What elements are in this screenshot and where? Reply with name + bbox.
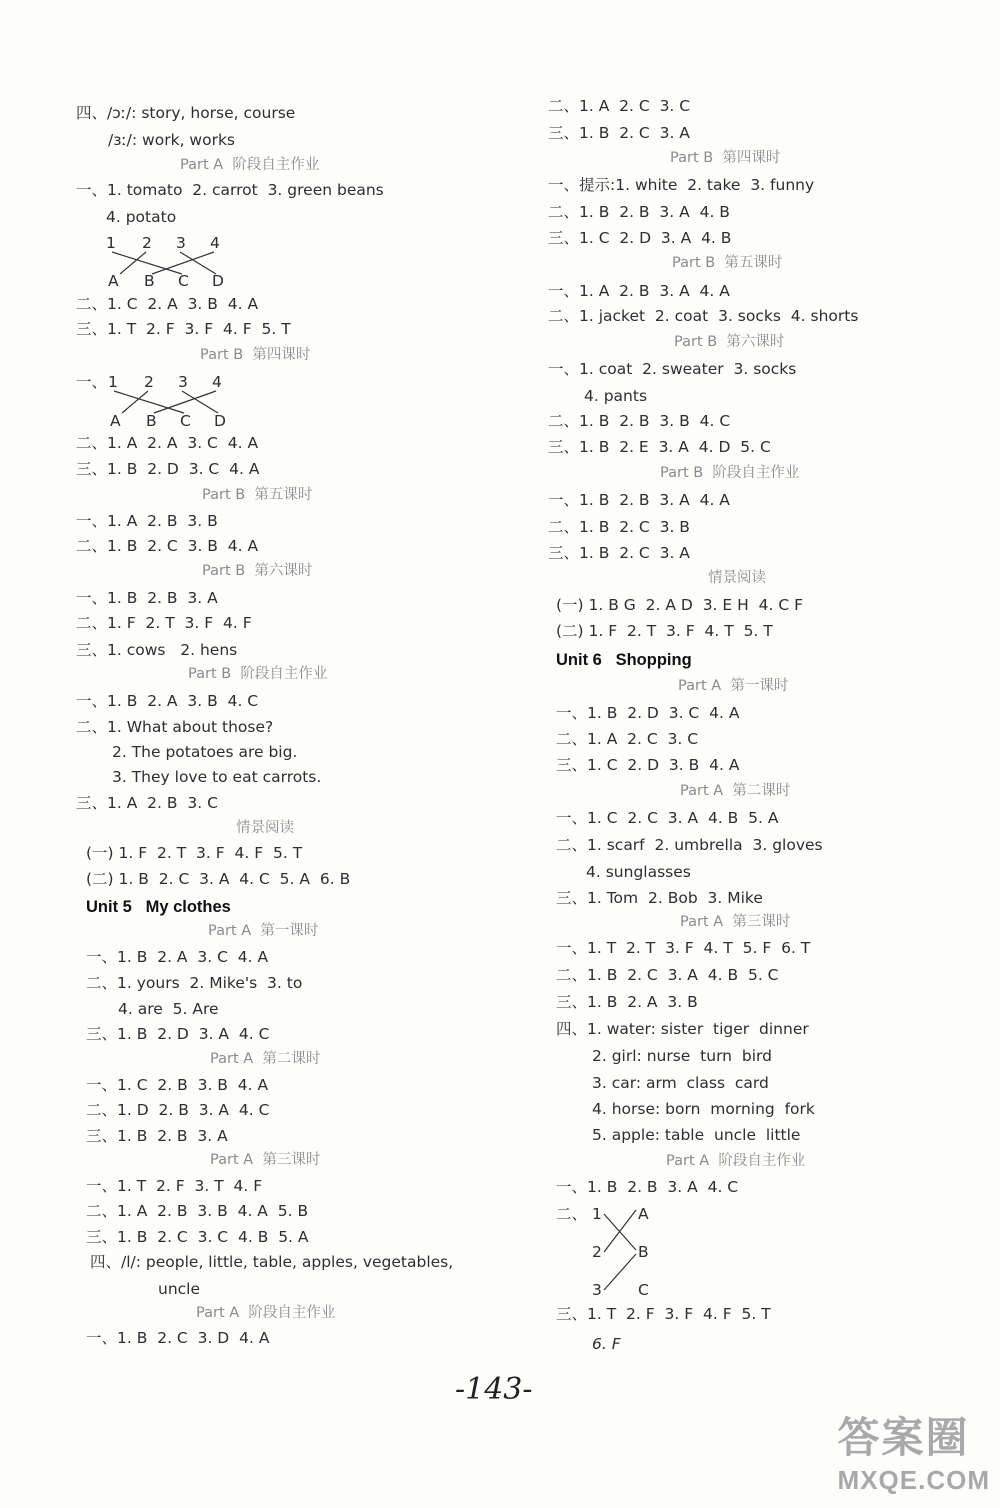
unit-heading: Unit 6 Shopping bbox=[556, 651, 692, 669]
answer-line: 三、1. B 2. C 3. C 4. B 5. A bbox=[86, 1228, 309, 1246]
answer-line: 三、1. B 2. D 3. A 4. C bbox=[86, 1025, 270, 1043]
answer-line: 二、1. B 2. B 3. A 4. B bbox=[548, 203, 730, 221]
match-right-label: C bbox=[638, 1281, 649, 1299]
section-heading: Part A 阶段自主作业 bbox=[196, 1305, 336, 1321]
section-heading: Part B 阶段自主作业 bbox=[660, 465, 800, 481]
answer-line: 三、1. cows 2. hens bbox=[76, 641, 238, 659]
answer-line: 三、1. A 2. B 3. C bbox=[76, 794, 218, 812]
answer-line: 一、1. B 2. C 3. D 4. A bbox=[86, 1329, 270, 1347]
section-heading: Part B 第六课时 bbox=[674, 334, 785, 350]
answer-line: (二) 1. F 2. T 3. F 4. T 5. T bbox=[556, 622, 773, 640]
answer-line: 三、1. B 2. C 3. A bbox=[548, 124, 690, 142]
answer-line: 4. pants bbox=[584, 387, 648, 405]
section-heading: Part A 阶段自主作业 bbox=[666, 1153, 806, 1169]
section-heading: Part A 第二课时 bbox=[680, 783, 791, 799]
section-heading: Part A 第二课时 bbox=[210, 1051, 321, 1067]
answer-line: 三、1. T 2. F 3. F 4. F 5. T bbox=[556, 1305, 771, 1323]
answer-line: 2. girl: nurse turn bird bbox=[592, 1047, 772, 1065]
answer-line: 二、1. B 2. B 3. B 4. C bbox=[548, 412, 731, 430]
answer-line: 一、1. A 2. B 3. A 4. A bbox=[548, 282, 730, 300]
match-right-label: B bbox=[638, 1243, 649, 1261]
answer-line: 二、1. A 2. C 3. C bbox=[548, 97, 691, 115]
answer-line: 一、1. C 2. B 3. B 4. A bbox=[86, 1076, 269, 1094]
answer-line: 一、1. tomato 2. carrot 3. green beans bbox=[76, 181, 384, 199]
answer-line: 4. horse: born morning fork bbox=[592, 1100, 815, 1118]
answer-line: 二、1. B 2. C 3. B bbox=[548, 518, 690, 536]
match-bottom-label: B bbox=[146, 412, 157, 430]
answer-line: 一、1. B 2. B 3. A 4. C bbox=[556, 1178, 739, 1196]
match-bottom-label: B bbox=[144, 272, 155, 290]
answer-line: 二、1. F 2. T 3. F 4. F bbox=[76, 614, 252, 632]
match-top-label: 1 bbox=[106, 234, 116, 252]
section-heading: Part B 第五课时 bbox=[202, 487, 313, 503]
answer-line: 4. sunglasses bbox=[586, 863, 691, 881]
match-prefix: 一、 bbox=[76, 373, 108, 391]
answer-line: 2. The potatoes are big. bbox=[112, 743, 298, 761]
answer-line: 二、1. yours 2. Mike's 3. to bbox=[86, 974, 303, 992]
answer-line: 一、1. T 2. F 3. T 4. F bbox=[86, 1177, 263, 1195]
match-bottom-label: A bbox=[108, 272, 119, 290]
watermark bbox=[838, 1405, 990, 1496]
section-heading: Part B 第六课时 bbox=[202, 563, 313, 579]
section-heading: Part A 第一课时 bbox=[678, 678, 789, 694]
answer-line: 二、1. What about those? bbox=[76, 718, 274, 736]
answer-line: 二、1. B 2. C 3. A 4. B 5. C bbox=[556, 966, 779, 984]
answer-line: 一、1. coat 2. sweater 3. socks bbox=[548, 360, 797, 378]
section-heading: Part B 第四课时 bbox=[670, 150, 781, 166]
answer-line: 一、1. B 2. D 3. C 4. A bbox=[556, 704, 740, 722]
watermark-url: MXQE.COM bbox=[837, 1465, 990, 1495]
match-prefix: 二、 bbox=[556, 1205, 588, 1223]
section-heading: Part B 第五课时 bbox=[672, 255, 783, 271]
answer-line: 三、1. Tom 2. Bob 3. Mike bbox=[556, 889, 763, 907]
match-bottom-label: C bbox=[178, 272, 189, 290]
answer-line: 二、1. jacket 2. coat 3. socks 4. shorts bbox=[548, 307, 859, 325]
answer-line: 一、1. C 2. C 3. A 4. B 5. A bbox=[556, 809, 779, 827]
match-bottom-label: D bbox=[212, 272, 224, 290]
answer-line: 二、1. scarf 2. umbrella 3. gloves bbox=[556, 836, 823, 854]
answer-line: 二、1. D 2. B 3. A 4. C bbox=[86, 1101, 270, 1119]
answer-line: 二、1. A 2. C 3. C bbox=[556, 730, 699, 748]
answer-line: 一、1. T 2. T 3. F 4. T 5. F 6. T bbox=[556, 939, 811, 957]
match-top-label: 4 bbox=[212, 373, 222, 391]
watermark-logo-text: 答案圈 bbox=[837, 1414, 970, 1461]
answer-line: 4. are 5. Are bbox=[118, 1000, 219, 1018]
answer-line: 二、1. C 2. A 3. B 4. A bbox=[76, 295, 259, 313]
answer-line: uncle bbox=[158, 1280, 201, 1298]
answer-line: (一) 1. F 2. T 3. F 4. F 5. T bbox=[86, 844, 303, 862]
match-top-label: 2 bbox=[142, 234, 152, 252]
answer-line: 3. They love to eat carrots. bbox=[112, 768, 322, 786]
match-top-label: 1 bbox=[108, 373, 118, 391]
answer-line: 一、1. B 2. A 3. B 4. C bbox=[76, 692, 259, 710]
answer-line: 四、/ɔː/: story, horse, course bbox=[76, 104, 296, 122]
answer-line: 三、1. C 2. D 3. B 4. A bbox=[556, 756, 740, 774]
page-number: -143- bbox=[455, 1372, 533, 1407]
section-heading: 情景阅读 bbox=[236, 820, 294, 836]
answer-line: 5. apple: table uncle little bbox=[592, 1126, 801, 1144]
answer-line: 三、1. B 2. D 3. C 4. A bbox=[76, 460, 260, 478]
answer-line: 三、1. T 2. F 3. F 4. F 5. T bbox=[76, 320, 291, 338]
match-bottom-label: A bbox=[110, 412, 121, 430]
answer-line: 三、1. B 2. C 3. A bbox=[548, 544, 690, 562]
answer-line: 一、1. B 2. A 3. C 4. A bbox=[86, 948, 269, 966]
answer-line: 一、1. B 2. B 3. A 4. A bbox=[548, 491, 730, 509]
section-heading: Part A 第一课时 bbox=[208, 923, 319, 939]
answer-line: 二、1. A 2. A 3. C 4. A bbox=[76, 434, 259, 452]
match-top-label: 3 bbox=[176, 234, 186, 252]
match-bottom-label: C bbox=[180, 412, 191, 430]
match-top-label: 4 bbox=[210, 234, 220, 252]
answer-line: 一、提示:1. white 2. take 3. funny bbox=[548, 176, 815, 194]
answer-line: 三、1. B 2. A 3. B bbox=[556, 993, 698, 1011]
section-heading: Part A 阶段自主作业 bbox=[180, 157, 320, 173]
match-right-label: A bbox=[638, 1205, 649, 1223]
answer-line: (一) 1. B G 2. A D 3. E H 4. C F bbox=[556, 596, 804, 614]
match-left-label: 3 bbox=[592, 1281, 602, 1299]
section-heading: Part B 第四课时 bbox=[200, 347, 311, 363]
answer-line: 二、1. B 2. C 3. B 4. A bbox=[76, 537, 259, 555]
answer-line: 3. car: arm class card bbox=[592, 1074, 769, 1092]
section-heading: Part A 第三课时 bbox=[210, 1152, 321, 1168]
answer-line: 一、1. A 2. B 3. B bbox=[76, 512, 218, 530]
answer-line: 三、1. B 2. E 3. A 4. D 5. C bbox=[548, 438, 771, 456]
answer-line: 一、1. B 2. B 3. A bbox=[76, 589, 218, 607]
answer-line: /ɜː/: work, works bbox=[108, 131, 236, 149]
match-bottom-label: D bbox=[214, 412, 226, 430]
section-heading: Part A 第三课时 bbox=[680, 914, 791, 930]
answer-line: 四、1. water: sister tiger dinner bbox=[556, 1020, 809, 1038]
match-left-label: 1 bbox=[592, 1205, 602, 1223]
unit-heading: Unit 5 My clothes bbox=[86, 898, 231, 916]
answer-line: (二) 1. B 2. C 3. A 4. C 5. A 6. B bbox=[86, 870, 351, 888]
match-top-label: 3 bbox=[178, 373, 188, 391]
answer-line: 三、1. B 2. B 3. A bbox=[86, 1127, 228, 1145]
answer-line: 三、1. C 2. D 3. A 4. B bbox=[548, 229, 732, 247]
section-heading: Part B 阶段自主作业 bbox=[188, 666, 328, 682]
answer-line: 二、1. A 2. B 3. B 4. A 5. B bbox=[86, 1202, 309, 1220]
match-left-label: 2 bbox=[592, 1243, 602, 1261]
answer-line: 四、/l/: people, little, table, apples, vegetables, bbox=[90, 1253, 454, 1271]
answer-line: 4. potato bbox=[106, 208, 177, 226]
answer-line: 6. F bbox=[592, 1335, 621, 1353]
section-heading: 情景阅读 bbox=[708, 570, 766, 586]
match-top-label: 2 bbox=[144, 373, 154, 391]
